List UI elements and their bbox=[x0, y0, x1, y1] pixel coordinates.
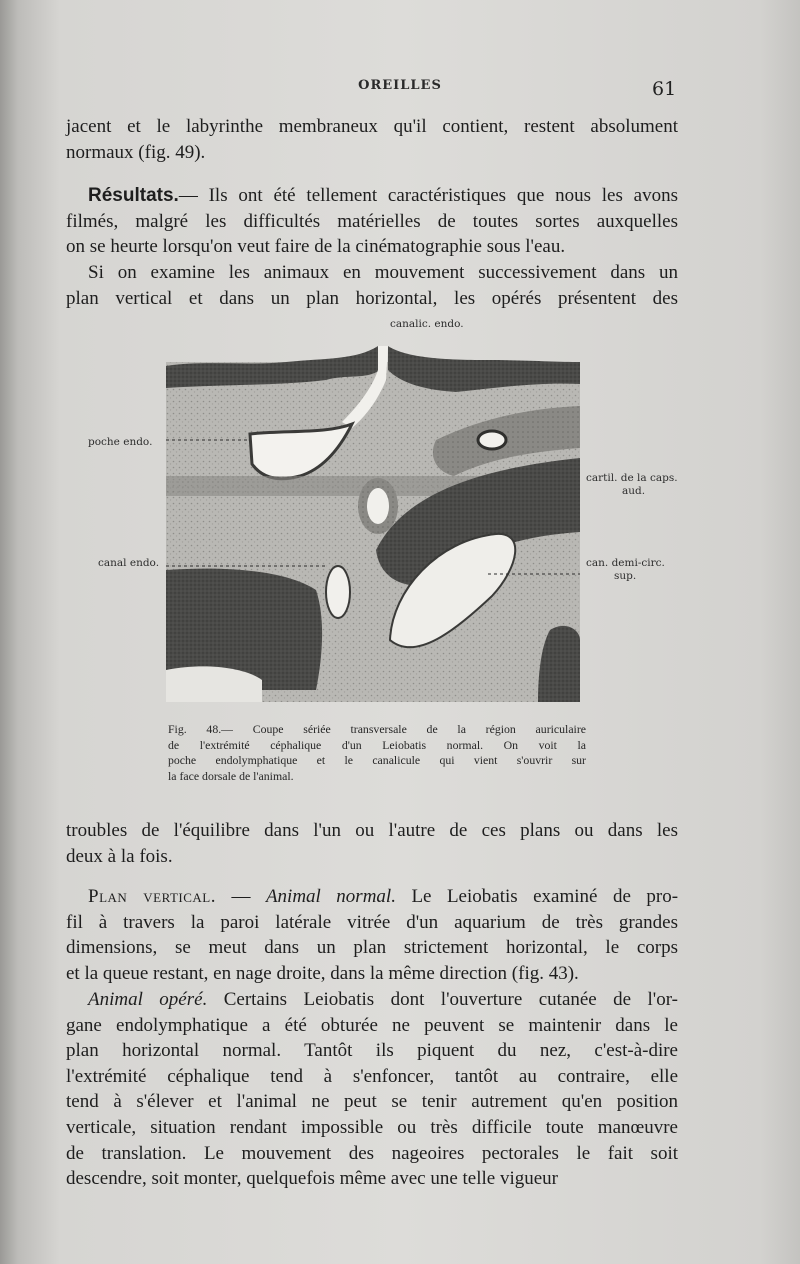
label-demi-circ-sup: sup. bbox=[614, 570, 637, 582]
text-line: et la queue restant, en nage droite, dans la même direction (fig. 43). bbox=[66, 962, 579, 984]
caption-line: de l'extrémité céphalique d'un Leiobatis normal. On voit la bbox=[168, 737, 586, 752]
caption-line: la face dorsale de l'animal. bbox=[168, 768, 294, 783]
section-lead-plan-vertical: Plan vertical. bbox=[88, 886, 216, 907]
label-poche-endo: poche endo. bbox=[88, 436, 153, 448]
text-line: plan horizontal normal. Tantôt ils piquent du nez, c'est-à-dire bbox=[66, 1040, 678, 1062]
text-line: jacent et le labyrinthe membraneux qu'il contient, restent absolument bbox=[66, 116, 678, 137]
figure-caption bbox=[168, 722, 586, 784]
paragraph-plan-vertical bbox=[66, 884, 678, 986]
text-line: l'extrémité céphalique tend à s'enfoncer, tantôt au contraire, elle bbox=[66, 1065, 678, 1087]
label-canalic-endo: canalic. endo. bbox=[390, 318, 464, 330]
label-cartil-aud: aud. bbox=[622, 485, 646, 497]
text-line: dimensions, se meut dans un plan strictement horizontal, le corps bbox=[66, 937, 678, 959]
italic-animal-normal: Animal normal. bbox=[265, 886, 396, 907]
histology-section-image bbox=[166, 340, 580, 702]
text-fragment: Certains Leiobatis dont l'ouverture cutanée de l'or- bbox=[207, 989, 678, 1010]
text-line: normaux (fig. 49). bbox=[66, 141, 206, 163]
section-lead-resultats: Résultats. bbox=[88, 185, 179, 206]
text-line bbox=[66, 987, 678, 1013]
label-demi-circ: can. demi-circ. bbox=[586, 557, 665, 569]
text-line bbox=[66, 884, 678, 910]
paragraph-animal-opere bbox=[66, 987, 678, 1192]
paragraph-continuation bbox=[66, 114, 678, 165]
text-line: verticale, situation rendant impossible ou très difficile toute manœuvre bbox=[66, 1116, 678, 1138]
text-fragment: Le Leiobatis examiné de pro- bbox=[395, 886, 679, 907]
text-line: gane endolymphatique a été obturée ne peuvent se maintenir dans le bbox=[66, 1014, 678, 1036]
caption-line: poche endolymphatique et le canalicule qui vient s'ouvrir sur bbox=[168, 753, 586, 767]
text-line: filmés, malgré les difficultés matérielles de toutes sortes auxquelles bbox=[66, 210, 678, 232]
text-line: fil à travers la paroi latérale vitrée d'un aquarium de très grandes bbox=[66, 911, 678, 933]
page-number: 61 bbox=[652, 78, 677, 100]
text-line: tend à s'élever et l'animal ne peut se tenir autrement qu'en position bbox=[66, 1091, 678, 1113]
text-line bbox=[66, 183, 678, 209]
paragraph-troubles bbox=[66, 818, 678, 869]
text-line: troubles de l'équilibre dans l'un ou l'autre de ces plans ou dans les bbox=[66, 820, 678, 841]
text-fragment: — bbox=[216, 886, 266, 907]
histology-figure bbox=[166, 340, 580, 702]
text-line: descendre, soit monter, quelquefois même avec une telle vigueur bbox=[66, 1168, 559, 1190]
paragraph-resultats bbox=[66, 183, 678, 260]
text-line: plan vertical et dans un plan horizontal, les opérés présentent des bbox=[66, 287, 678, 309]
text-line: de translation. Le mouvement des nageoires pectorales le fait soit bbox=[66, 1142, 678, 1164]
running-title: OREILLES bbox=[358, 78, 442, 93]
italic-animal-opere: Animal opéré. bbox=[88, 989, 208, 1010]
label-canal-endo: canal endo. bbox=[98, 557, 160, 569]
text-line: on se heurte lorsqu'on veut faire de la cinématographie sous l'eau. bbox=[66, 236, 566, 258]
text-line: Si on examine les animaux en mouvement successivement dans un bbox=[88, 262, 678, 283]
label-cartil-caps: cartil. de la caps. bbox=[586, 472, 678, 484]
text-fragment: — Ils ont été tellement caractéristiques que nous les avons bbox=[178, 185, 678, 206]
caption-line: Fig. 48.— Coupe sériée transversale de la région auriculaire bbox=[168, 722, 586, 736]
paragraph-examine bbox=[66, 260, 678, 311]
text-line: deux à la fois. bbox=[66, 845, 173, 867]
